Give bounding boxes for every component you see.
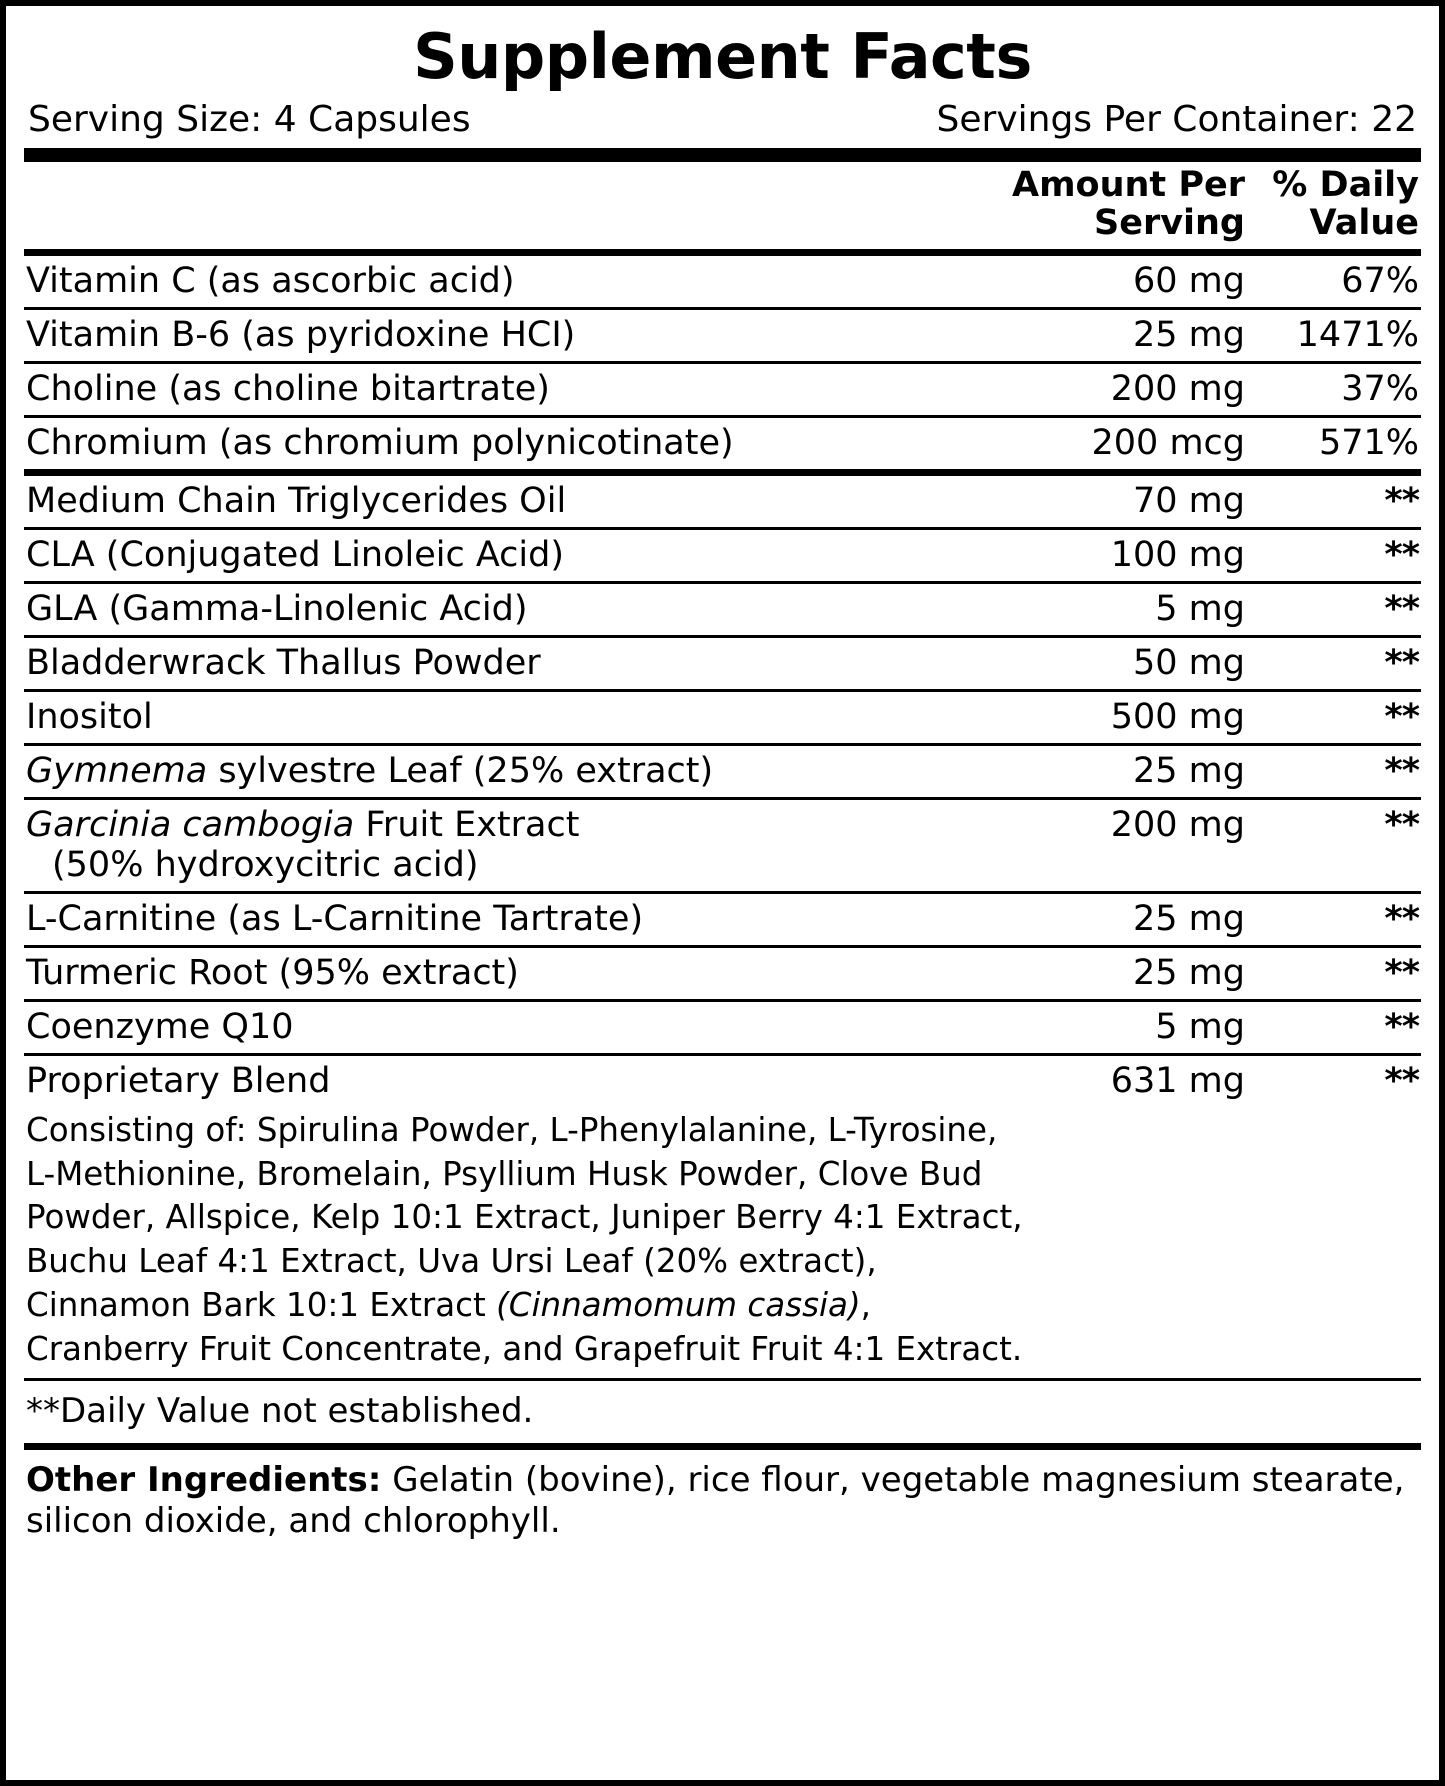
ingredient-name: Inositol [24, 690, 993, 744]
nutrient-dv: 67% [1247, 256, 1421, 309]
blend-line-latin-name: (Cinnamomum cassia) [496, 1286, 861, 1325]
daily-value-note: **Daily Value not established. [26, 1390, 534, 1431]
ingredient-dv: ** [1247, 744, 1421, 798]
table-row [24, 690, 1421, 744]
nutrient-amount: 60 mg [993, 256, 1247, 309]
ingredient-amount: 100 mg [993, 528, 1247, 582]
table-row [24, 1000, 1421, 1054]
header-daily-value: % Daily Value [1272, 165, 1419, 243]
table-row [24, 528, 1421, 582]
table-row [24, 582, 1421, 636]
ingredient-dv: ** [1247, 528, 1421, 582]
divider-above-other-ingredients [24, 1443, 1421, 1450]
ingredient-name [24, 798, 993, 892]
servings-per-container-value: 22 [1371, 99, 1417, 141]
proprietary-blend-name: Proprietary Blend [26, 1060, 331, 1101]
ingredient-amount: 25 mg [993, 744, 1247, 798]
ingredient-name: Medium Chain Triglycerides Oil [24, 476, 993, 529]
other-ingredients-text: Gelatin (bovine), rice flour, vegetable magnesium stearate, silicon dioxide, and chlorophyll. [26, 1459, 1405, 1541]
table-row [24, 256, 1421, 309]
serving-size-value: 4 Capsules [273, 99, 471, 141]
blend-line: Powder, Allspice, Kelp 10:1 Extract, Juniper Berry 4:1 Extract, [26, 1198, 1023, 1237]
ingredient-name: GLA (Gamma-Linolenic Acid) [24, 582, 993, 636]
nutrient-name: Choline (as choline bitartrate) [24, 362, 993, 416]
ingredient-name-italic: Garcinia cambogia [26, 804, 355, 845]
table-row [24, 946, 1421, 1000]
ingredients-table [24, 476, 1421, 1107]
page-title: Supplement Facts [413, 20, 1032, 93]
table-row [24, 476, 1421, 529]
ingredient-name-italic: Gymnema [26, 750, 208, 791]
other-ingredients [24, 1450, 1421, 1544]
ingredient-dv: ** [1247, 946, 1421, 1000]
table-row [24, 744, 1421, 798]
ingredient-amount: 200 mg [993, 798, 1247, 892]
blend-line-prefix: Cinnamon Bark 10:1 Extract [26, 1286, 497, 1325]
table-header-row [24, 162, 1421, 249]
blend-line: Consisting of: Spirulina Powder, L-Phenylalanine, L-Tyrosine, [26, 1110, 998, 1149]
servings-per-container-label: Servings Per Container: [936, 99, 1360, 141]
ingredient-dv: ** [1247, 582, 1421, 636]
divider-between-sections [24, 469, 1421, 476]
nutrient-amount: 200 mcg [1091, 422, 1245, 463]
other-ingredients-label: Other Ingredients: [26, 1459, 382, 1500]
nutrients-table [24, 256, 1421, 469]
blend-line-suffix: , [860, 1286, 871, 1325]
table-row [24, 416, 1421, 469]
ingredient-dv: ** [1247, 636, 1421, 690]
blend-line: Cranberry Fruit Concentrate, and Grapefruit Fruit 4:1 Extract. [26, 1330, 1023, 1369]
table-row-proprietary-blend [24, 1054, 1421, 1107]
table-row [24, 892, 1421, 946]
ingredient-name: CLA (Conjugated Linoleic Acid) [24, 528, 993, 582]
nutrient-amount: 200 mg [993, 362, 1247, 416]
proprietary-blend-amount: 631 mg [1110, 1060, 1245, 1101]
ingredient-name [24, 744, 993, 798]
serving-size [28, 99, 471, 140]
ingredient-dv: ** [1247, 892, 1421, 946]
ingredient-name: L-Carnitine (as L-Carnitine Tartrate) [24, 892, 993, 946]
divider-thick-top [24, 148, 1421, 162]
serving-info-row [24, 99, 1421, 146]
table-row [24, 362, 1421, 416]
nutrient-amount: 25 mg [993, 308, 1247, 362]
proprietary-blend-dv: ** [1384, 1060, 1419, 1101]
ingredient-amount: 50 mg [993, 636, 1247, 690]
ingredient-name-rest: sylvestre Leaf (25% extract) [207, 750, 714, 791]
table-row [24, 636, 1421, 690]
nutrient-dv: 37% [1247, 362, 1421, 416]
ingredient-amount: 25 mg [993, 892, 1247, 946]
facts-table [24, 162, 1421, 249]
ingredient-name: Bladderwrack Thallus Powder [24, 636, 993, 690]
servings-per-container [937, 99, 1417, 140]
header-amount-per-serving: Amount Per Serving [1011, 165, 1245, 243]
nutrient-name: Vitamin C (as ascorbic acid) [24, 256, 993, 309]
ingredient-amount: 500 mg [993, 690, 1247, 744]
proprietary-blend-description [24, 1107, 1421, 1378]
ingredient-dv: ** [1247, 1000, 1421, 1054]
ingredient-amount: 70 mg [993, 476, 1247, 529]
ingredient-dv: ** [1247, 798, 1421, 892]
table-row [24, 798, 1421, 892]
serving-size-label: Serving Size: [28, 99, 263, 141]
ingredient-name-rest: Fruit Extract [354, 804, 580, 845]
blend-line: Buchu Leaf 4:1 Extract, Uva Ursi Leaf (20% extract), [26, 1242, 877, 1281]
divider-under-header [24, 249, 1421, 256]
ingredient-amount: 5 mg [993, 1000, 1247, 1054]
blend-line-italic [26, 1284, 1419, 1328]
ingredient-dv: ** [1247, 690, 1421, 744]
ingredient-name: Turmeric Root (95% extract) [24, 946, 993, 1000]
ingredient-name-second-line: (50% hydroxycitric acid) [52, 844, 479, 885]
ingredient-dv: ** [1247, 476, 1421, 529]
table-row [24, 308, 1421, 362]
header-spacer [24, 162, 993, 249]
nutrient-name: Vitamin B-6 (as pyridoxine HCI) [24, 308, 993, 362]
ingredient-name: Coenzyme Q10 [24, 1000, 993, 1054]
ingredient-amount: 25 mg [993, 946, 1247, 1000]
nutrient-dv: 1471% [1247, 308, 1421, 362]
blend-line: L-Methionine, Bromelain, Psyllium Husk Powder, Clove Bud [26, 1154, 983, 1193]
ingredient-amount: 5 mg [993, 582, 1247, 636]
nutrient-name: Chromium (as chromium polynicotinate) [26, 422, 734, 463]
nutrient-dv: 571% [1318, 422, 1419, 463]
